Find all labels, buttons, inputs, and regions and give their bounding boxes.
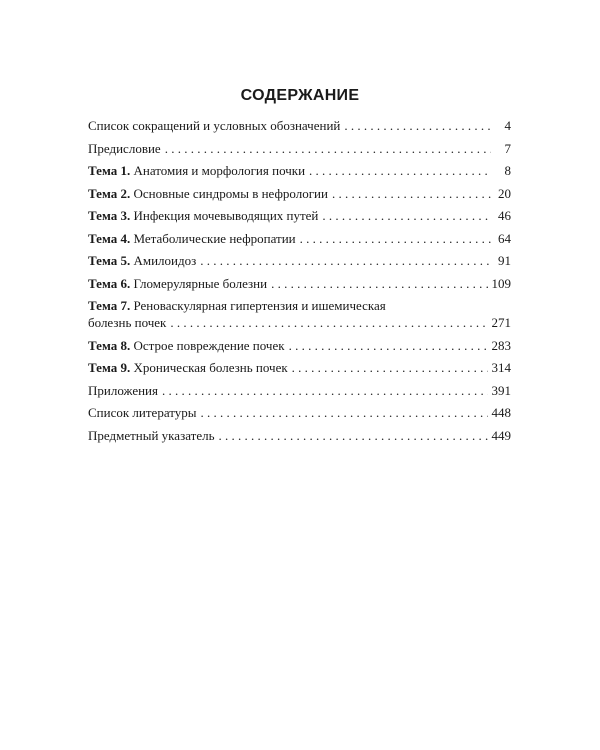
toc-entry-label <box>88 428 215 443</box>
toc-entry-label <box>88 118 340 133</box>
toc-entry-text: Основные синдромы в нефрологии <box>130 185 328 201</box>
toc-entry-text: Приложения <box>88 382 158 398</box>
toc-entry-label <box>88 163 305 178</box>
toc-entry-prefix: Тема 8. <box>88 337 131 353</box>
toc-entry-prefix: Тема 7. <box>88 298 131 313</box>
toc-entry-text: Список сокращений и условных обозначений <box>88 118 341 133</box>
toc-entry-label <box>88 253 196 268</box>
toc-entry <box>88 253 511 268</box>
toc-leader-dots <box>201 405 488 420</box>
toc-entry-text: Хроническая болезнь почек <box>130 360 288 375</box>
toc-leader-dots <box>200 253 491 268</box>
toc-leader-dots <box>271 276 487 291</box>
toc-leader-dots <box>165 141 491 156</box>
toc-entry <box>88 208 511 223</box>
toc-leader-dots <box>170 315 487 330</box>
toc-entry <box>88 383 511 398</box>
toc-entry <box>88 428 511 443</box>
toc-entry <box>88 338 511 353</box>
toc-entry-text: Список литературы <box>88 405 197 420</box>
toc-entry-text: Гломерулярные болезни <box>130 275 268 291</box>
toc-leader-dots <box>162 383 488 398</box>
toc-entry-prefix: Тема 1. <box>88 163 131 178</box>
toc-page-number: 283 <box>491 337 511 353</box>
toc-page-number: 46 <box>498 208 511 223</box>
toc-entry-label <box>88 186 328 201</box>
toc-page-number: 4 <box>504 118 511 133</box>
toc-entry <box>88 231 511 246</box>
toc-leader-dots <box>289 338 488 353</box>
toc-entry-label <box>88 276 267 291</box>
toc-leader-dots <box>219 428 488 443</box>
toc-page-number: 109 <box>491 275 511 291</box>
toc-entry <box>88 141 511 156</box>
toc-entry-text: Предисловие <box>88 140 161 156</box>
toc-entry <box>88 163 511 178</box>
toc-entry <box>88 186 511 201</box>
toc-entry-text: Реноваскулярная гипертензия и ишемическая <box>130 298 386 313</box>
toc-leader-dots <box>332 186 491 201</box>
toc-entry-text: Метаболические нефропатии <box>130 230 296 246</box>
toc-entry-label <box>88 360 288 375</box>
toc-entry-text: Амилоидоз <box>130 253 197 268</box>
toc-entry-prefix: Тема 6. <box>88 275 131 291</box>
page-title: СОДЕРЖАНИЕ <box>240 87 360 104</box>
toc-entry-label <box>88 405 197 420</box>
toc-entry-prefix: Тема 3. <box>88 208 131 223</box>
toc-entry-label-continued: болезнь почек <box>88 315 167 330</box>
toc-page-number: 314 <box>491 360 511 375</box>
toc-entry <box>88 315 511 330</box>
toc-entry-label <box>88 231 296 246</box>
toc-leader-dots <box>300 231 491 246</box>
toc-leader-dots <box>322 208 491 223</box>
toc-entry-text: Острое повреждение почек <box>130 337 285 353</box>
toc-page-number: 64 <box>498 230 511 246</box>
toc-page-number: 8 <box>504 163 511 178</box>
toc-leader-dots <box>344 118 491 133</box>
toc-entry-label <box>88 141 161 156</box>
toc-entry-prefix: Тема 9. <box>88 360 131 375</box>
toc-page-number: 448 <box>491 405 511 420</box>
toc-entry <box>88 118 511 133</box>
toc-entry <box>88 360 511 375</box>
toc-entry-label <box>88 383 158 398</box>
toc-entry-first-line <box>88 298 511 313</box>
toc-entry-label <box>88 208 318 223</box>
toc-entry-prefix: Тема 4. <box>88 230 131 246</box>
toc-entry-label <box>88 338 285 353</box>
toc-entry-text: Предметный указатель <box>88 427 215 443</box>
table-of-contents <box>88 118 511 450</box>
toc-page-number: 20 <box>498 185 511 201</box>
toc-entry-text: Анатомия и морфология почки <box>130 163 306 178</box>
toc-entry-prefix: Тема 5. <box>88 253 131 268</box>
toc-entry <box>88 276 511 291</box>
toc-page-number: 271 <box>491 315 511 330</box>
toc-leader-dots <box>309 163 491 178</box>
toc-leader-dots <box>292 360 488 375</box>
toc-page-number: 391 <box>491 382 511 398</box>
toc-entry-text: Инфекция мочевыводящих путей <box>130 208 319 223</box>
toc-page-number: 7 <box>504 140 511 156</box>
toc-page-number: 91 <box>498 253 511 268</box>
toc-page-number: 449 <box>491 427 511 443</box>
toc-entry <box>88 405 511 420</box>
toc-entry-prefix: Тема 2. <box>88 185 131 201</box>
